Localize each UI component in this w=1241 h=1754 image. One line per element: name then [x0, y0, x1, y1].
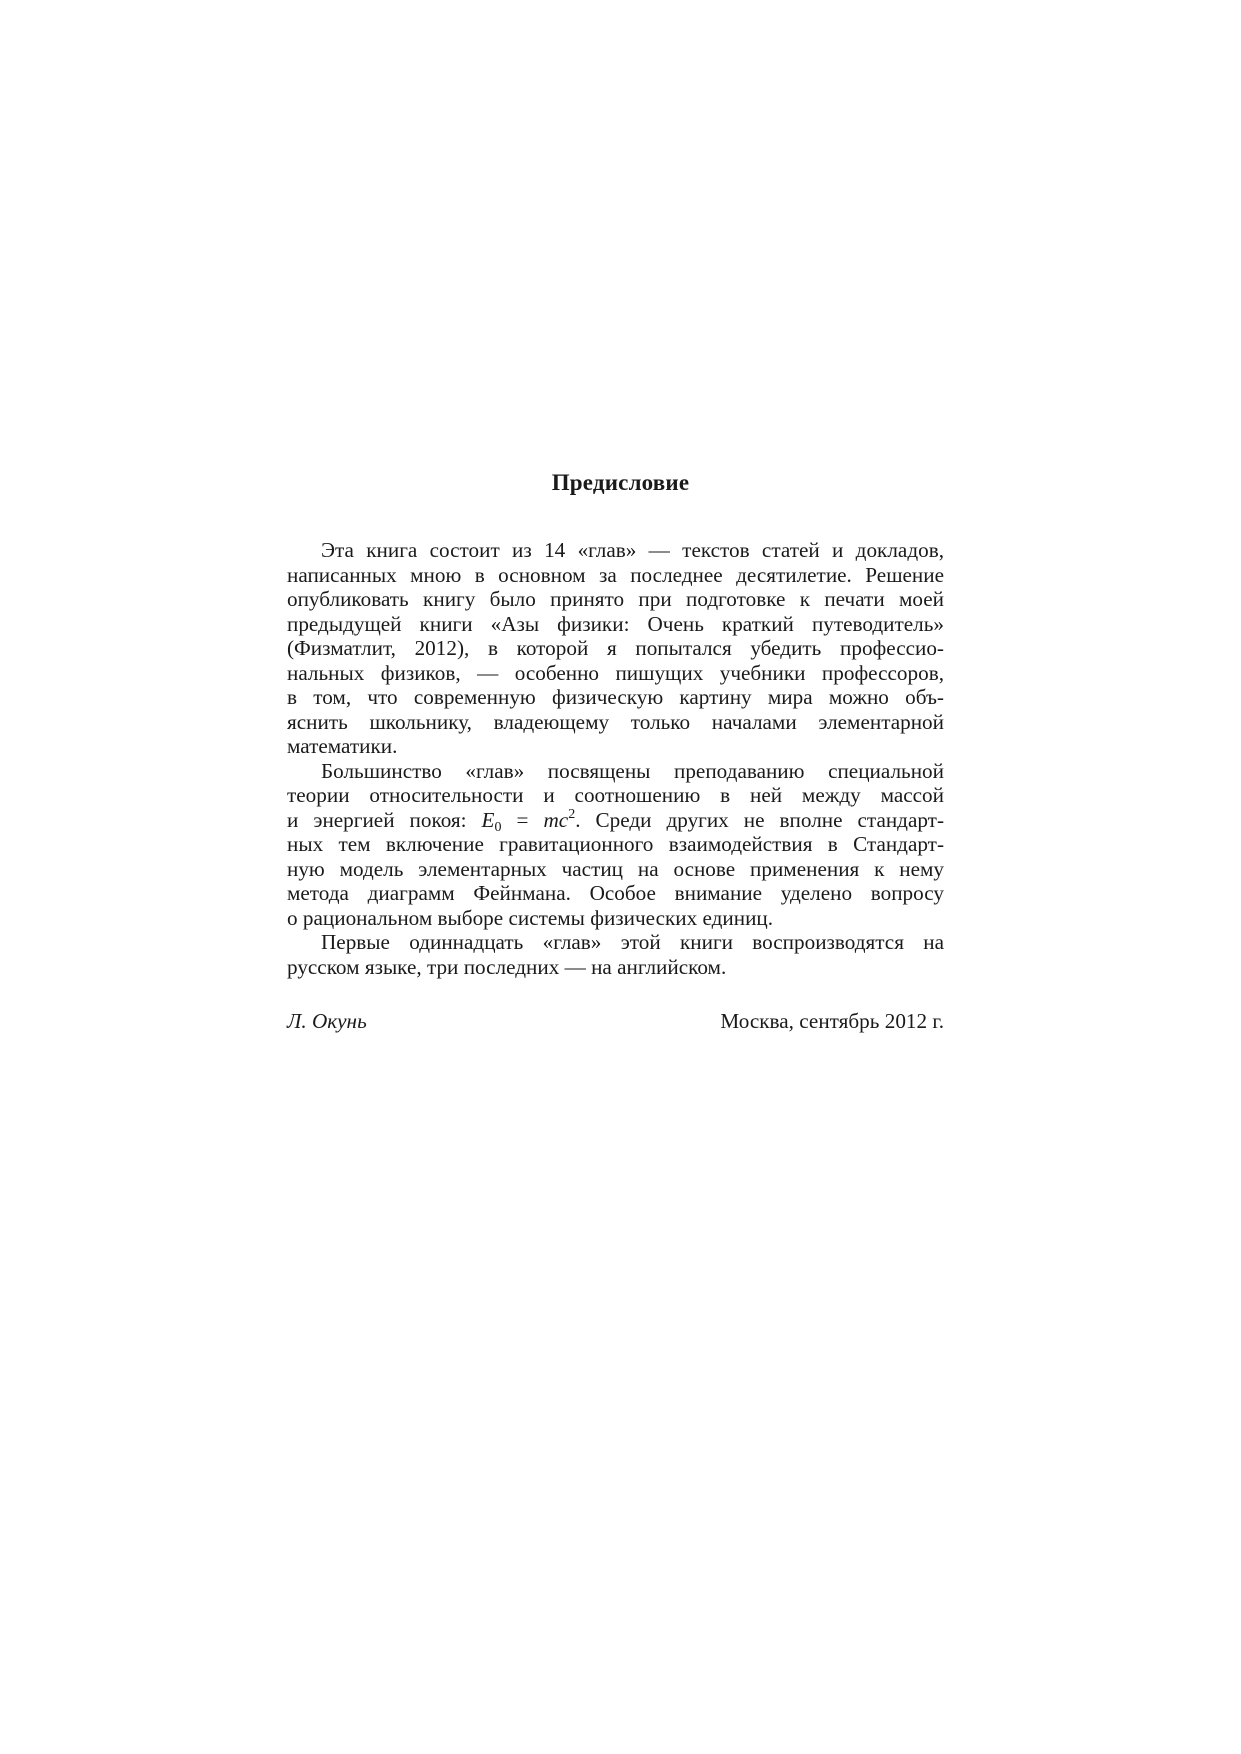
text-line: в том, что современную физическую картину мира можно объ-: [287, 685, 944, 709]
formula-symbol-E: E: [481, 807, 495, 832]
text-line: яснить школьнику, владеющему только началами элементарной: [287, 709, 944, 734]
text-line: о рациональном выборе системы физических единиц.: [287, 905, 774, 930]
formula-symbol-mc: mc: [543, 807, 569, 832]
formula-line: [287, 808, 944, 833]
formula-equals: =: [501, 807, 544, 832]
formula-superscript: 2: [568, 806, 576, 822]
text-line: написанных мною в основном за последнее десятилетие. Решение: [287, 562, 944, 587]
text-line: математики.: [287, 734, 398, 758]
text-line: русском языке, три последних — на английском.: [287, 954, 727, 979]
page-title: Предисловие: [551, 470, 690, 495]
text-line: опубликовать книгу было принято при подготовке к печати моей: [287, 587, 944, 611]
text-line: Большинство «глав» посвящены преподаванию специальной: [321, 758, 944, 783]
text-line: метода диаграмм Фейнмана. Особое внимание уделено вопросу: [287, 881, 944, 905]
text-line: (Физматлит, 2012), в которой я попытался убедить профессио-: [287, 636, 944, 660]
text-line: Эта книга состоит из 14 «глав» — текстов статей и докладов,: [321, 538, 944, 562]
text-line: Первые одиннадцать «глав» этой книги воспроизводятся на: [321, 930, 944, 954]
formula-line-before: и энергией покоя:: [287, 807, 482, 832]
formula-line-after: . Среди других не вполне стандарт-: [575, 807, 944, 832]
preface-text: [287, 538, 944, 979]
text-line: теории относительности и соотношению в ней между массой: [287, 783, 944, 807]
text-line: нальных физиков, — особенно пишущих учебники профессоров,: [287, 660, 944, 685]
text-line: ную модель элементарных частиц на основе применения к нему: [287, 856, 944, 881]
text-line: предыдущей книги «Азы физики: Очень краткий путеводитель»: [287, 611, 944, 636]
text-line: ных тем включение гравитационного взаимодействия в Стандарт-: [287, 832, 944, 856]
place-and-date: Москва, сентябрь 2012 г.: [720, 1009, 944, 1033]
formula-E0-mc2: [481, 806, 576, 835]
author-signature: Л. Окунь: [287, 1009, 367, 1033]
formula-subscript: 0: [494, 819, 502, 835]
